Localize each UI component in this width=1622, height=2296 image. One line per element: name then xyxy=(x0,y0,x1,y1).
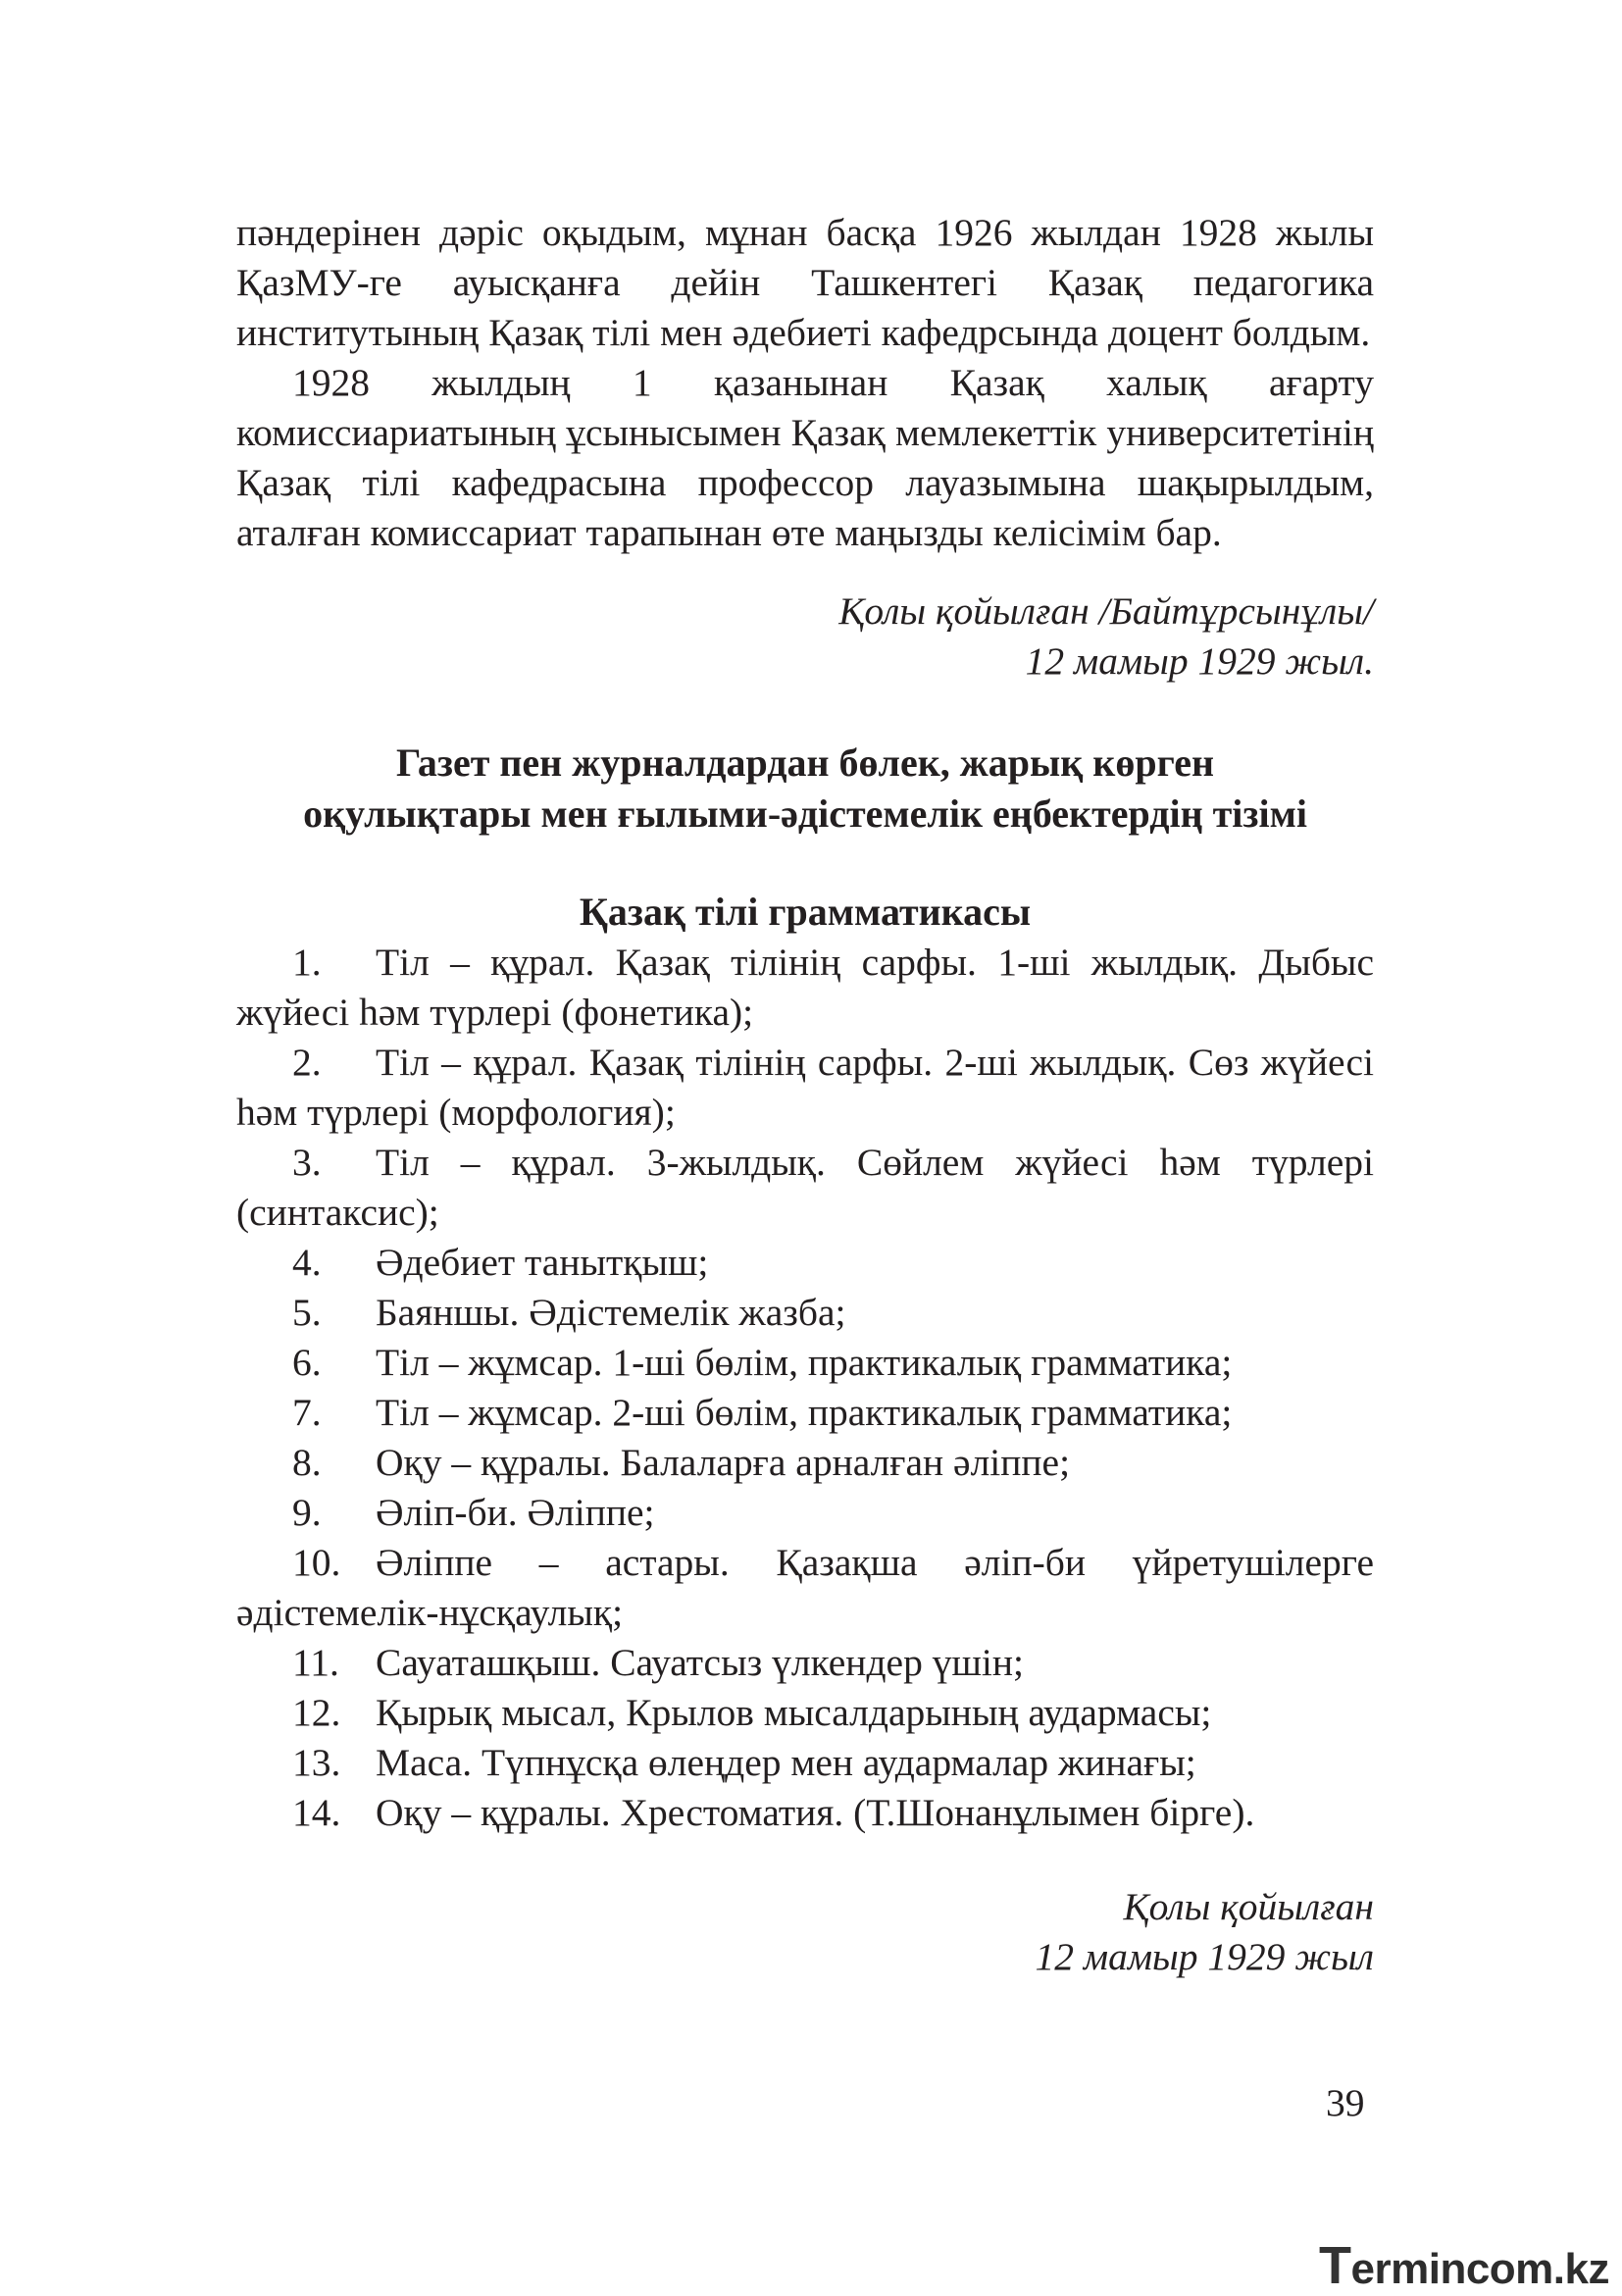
list-item xyxy=(236,1438,1374,1488)
list-item-number: 4. xyxy=(292,1241,322,1284)
list-item-text: Сауаташқыш. Сауатсыз үлкендер үшін; xyxy=(376,1641,1024,1684)
paragraph-1: пәндерінен дәріс оқыдым, мұнан басқа 1926 жылдан 1928 жылы ҚазМУ-ге ауысқанға дейін Ташкентегі Қазақ педагогика институтының Қазақ тілі мен әдебиеті кафедрсында доцент болдым. xyxy=(236,211,1374,354)
list-item xyxy=(236,1038,1374,1138)
subheading: Қазақ тілі грамматикасы xyxy=(579,890,1032,934)
list-item-text: Тіл – құрал. 3-жылдық. Сөйлем жүйесі һәм түрлері (синтаксис); xyxy=(236,1141,1374,1234)
list-item-text: Тіл – жұмсар. 2-ші бөлім, практикалық грамматика; xyxy=(376,1391,1233,1434)
list-item-number: 3. xyxy=(292,1141,322,1184)
logo-text: ermincom.kz xyxy=(1350,2245,1609,2293)
list-item-text: Тіл – жұмсар. 1-ші бөлім, практикалық грамматика; xyxy=(376,1341,1233,1384)
list-item-number: 12. xyxy=(292,1691,341,1734)
list-item xyxy=(236,1488,1374,1538)
list-item xyxy=(236,1238,1374,1288)
list-item xyxy=(236,1538,1374,1638)
list-item xyxy=(236,1738,1374,1788)
list-item-text: Әдебиет танытқыш; xyxy=(376,1241,709,1284)
list-item-text: Әліп-би. Әліппе; xyxy=(376,1491,655,1534)
list-item-text: Баяншы. Әдістемелік жазба; xyxy=(376,1291,846,1334)
list-item xyxy=(236,1288,1374,1338)
list-heading-line-2: оқулықтары мен ғылыми-әдістемелік еңбектердің тізімі xyxy=(303,791,1307,836)
list-item xyxy=(236,1138,1374,1238)
list-item xyxy=(236,1638,1374,1688)
list-item-number: 7. xyxy=(292,1391,322,1434)
list-item-number: 8. xyxy=(292,1441,322,1484)
signature-line: Қолы қойылған /Байтұрсынұлы/ xyxy=(838,589,1374,633)
closing-date: 12 мамыр 1929 жыл xyxy=(1035,1935,1374,1978)
works-list xyxy=(236,938,1374,1838)
list-item-number: 13. xyxy=(292,1741,341,1784)
list-item-text: Оқу – құралы. Хрестоматия. (Т.Шонанұлымен бірге). xyxy=(376,1791,1255,1834)
list-item-text: Маса. Түпнұсқа өлеңдер мен аудармалар жинағы; xyxy=(376,1741,1196,1784)
list-item-text: Қырық мысал, Крылов мысалдарының аудармасы; xyxy=(376,1691,1212,1734)
list-item-number: 6. xyxy=(292,1341,322,1384)
list-item xyxy=(236,1688,1374,1738)
list-item xyxy=(236,938,1374,1038)
list-item-number: 14. xyxy=(292,1791,341,1834)
list-item-number: 2. xyxy=(292,1041,322,1084)
termincom-logo xyxy=(1319,2235,1609,2296)
signature-date: 12 мамыр 1929 жыл. xyxy=(1025,639,1374,683)
list-item-number: 11. xyxy=(292,1641,339,1684)
list-item-text: Тіл – құрал. Қазақ тілінің сарфы. 1-ші жылдық. Дыбыс жүйесі һәм түрлері (фонетика); xyxy=(236,941,1374,1034)
list-item xyxy=(236,1338,1374,1388)
closing-signature: Қолы қойылған xyxy=(1123,1885,1374,1928)
list-heading-line-1: Газет пен журналдардан бөлек, жарық көрген xyxy=(395,740,1215,785)
list-item xyxy=(236,1788,1374,1838)
list-item xyxy=(236,1388,1374,1438)
list-item-text: Тіл – құрал. Қазақ тілінің сарфы. 2-ші жылдық. Сөз жүйесі һәм түрлері (морфология); xyxy=(236,1041,1374,1134)
list-item-text: Оқу – құралы. Балаларға арналған әліппе; xyxy=(376,1441,1071,1484)
page-number: 39 xyxy=(1326,2081,1365,2124)
logo-initial: T xyxy=(1319,2236,1351,2295)
list-item-number: 9. xyxy=(292,1491,322,1534)
list-item-text: Әліппе – астары. Қазақша әліп-би үйретушілерге әдістемелік-нұсқаулық; xyxy=(236,1541,1374,1634)
list-item-number: 5. xyxy=(292,1291,322,1334)
paragraph-2: 1928 жылдың 1 қазанынан Қазақ халық ағарту комиссиариатының ұсынысымен Қазақ мемлекеттік университетінің Қазақ тілі кафедрасына профессор лауазымына шақырылдым, аталған комиссариат тарапынан өте маңызды келісімім бар. xyxy=(236,361,1374,554)
document-page xyxy=(236,208,1374,1982)
list-item-number: 10. xyxy=(292,1541,341,1584)
list-item-number: 1. xyxy=(292,941,322,984)
